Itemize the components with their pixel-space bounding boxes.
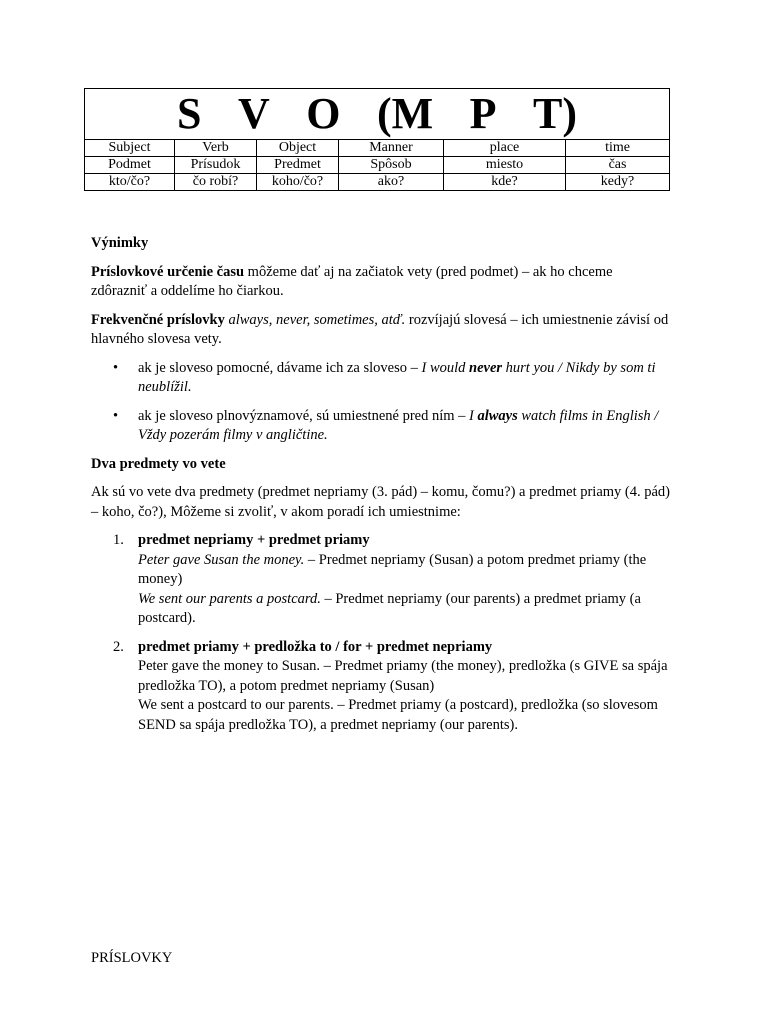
list-item (91, 359, 671, 398)
svo-title-letter: P (469, 89, 497, 138)
example-explanation: – Predmet nepriamy (Susan) a potom predmet priamy (the money) (138, 551, 647, 587)
list-item (91, 638, 671, 736)
list-item-text: ak je sloveso pomocné, dávame ich za sloveso – (138, 359, 422, 376)
bold-italic-word: never (469, 359, 503, 376)
bullet-list (91, 359, 671, 446)
example-explanation: Peter gave the money to Susan. – Predmet priamy (the money), predložka (s GIVE sa spája predložka TO), a potom predmet nepriamy (Susan) (138, 658, 668, 694)
example-explanation: – Predmet nepriamy (our parents) a predmet priamy (a postcard). (138, 590, 641, 626)
italic-example: I (469, 407, 478, 424)
list-item (91, 531, 671, 629)
bold-italic-word: always (477, 407, 518, 424)
bold-term: Príslovkové určenie času (91, 263, 245, 280)
italic-example: I would (421, 359, 470, 376)
paragraph-text: rozvíjajú slovesá – ich umiestnenie závisí od hlavného slovesa vety. (91, 311, 669, 347)
table-cell: Verb (175, 140, 257, 157)
svo-title-letter: O (306, 89, 341, 138)
paragraph-text: môžeme dať aj na začiatok vety (pred podmet) – ak ho chceme zdôrazniť a oddelíme ho čiarkou. (91, 263, 613, 299)
section-heading-exceptions: Výnimky (91, 235, 149, 251)
table-cell: time (566, 140, 670, 157)
table-cell: Podmet (85, 157, 175, 174)
section-title-prislovky: PRÍSLOVKY (91, 950, 173, 966)
document-body (91, 234, 671, 744)
table-cell: Object (257, 140, 339, 157)
italic-example: Peter gave Susan the money. (138, 551, 305, 568)
svo-title-letter: T) (533, 89, 577, 138)
numbered-list (91, 531, 671, 735)
table-cell: koho/čo? (257, 174, 339, 191)
list-item (91, 407, 671, 446)
paragraph-two-objects-intro: Ak sú vo vete dva predmety (predmet nepriamy (3. pád) – komu, čomu?) a predmet priamy (4. pád) – koho, čo?), Môžeme si zvoliť, v akom poradí ich umiestnime: (91, 484, 671, 520)
table-row (85, 174, 670, 191)
list-number: 2. (113, 638, 124, 655)
paragraph-frequency-adverbs (91, 311, 671, 350)
table-cell: Prísudok (175, 157, 257, 174)
bullet-icon: • (113, 407, 119, 424)
table-cell: čas (566, 157, 670, 174)
italic-example: watch films in English / Vždy pozerám filmy v angličtine. (138, 407, 659, 443)
table-cell: miesto (444, 157, 566, 174)
table-cell: kto/čo? (85, 174, 175, 191)
table-row (85, 140, 670, 157)
svo-title-row (85, 89, 670, 140)
paragraph-time-adverbial (91, 263, 671, 302)
table-cell: ako? (339, 174, 444, 191)
svo-title-letter: V (237, 89, 270, 138)
list-item-title: predmet priamy + predložka to / for + predmet nepriamy (138, 638, 493, 655)
table-cell: kedy? (566, 174, 670, 191)
example-explanation: We sent a postcard to our parents. – Predmet priamy (a postcard), predložka (so slovesom SEND sa spája predložka TO), a predmet nepriamy (our parents). (138, 697, 658, 733)
italic-examples: always, never, sometimes, atď. (224, 311, 406, 328)
italic-example: hurt you / Nikdy by som ti neublížil. (138, 359, 656, 395)
bold-term: Frekvenčné príslovky (91, 311, 225, 328)
table-cell: Subject (85, 140, 175, 157)
table-cell: Predmet (257, 157, 339, 174)
list-item-title: predmet nepriamy + predmet priamy (138, 532, 370, 548)
table-cell: place (444, 140, 566, 157)
svo-title-cell (85, 89, 670, 140)
table-cell: kde? (444, 174, 566, 191)
svo-title-letter: S (177, 89, 202, 138)
italic-example: We sent our parents a postcard. (138, 590, 321, 607)
bullet-icon: • (113, 359, 119, 376)
table-cell: čo robí? (175, 174, 257, 191)
list-number: 1. (113, 532, 124, 548)
table-cell: Manner (339, 140, 444, 157)
section-heading-two-objects: Dva predmety vo vete (91, 455, 226, 472)
svo-title-letter: (M (376, 89, 434, 138)
svo-table (84, 88, 670, 191)
list-item-text: ak je sloveso plnovýznamové, sú umiestnené pred ním – (138, 407, 470, 424)
table-cell: Spôsob (339, 157, 444, 174)
table-row (85, 157, 670, 174)
